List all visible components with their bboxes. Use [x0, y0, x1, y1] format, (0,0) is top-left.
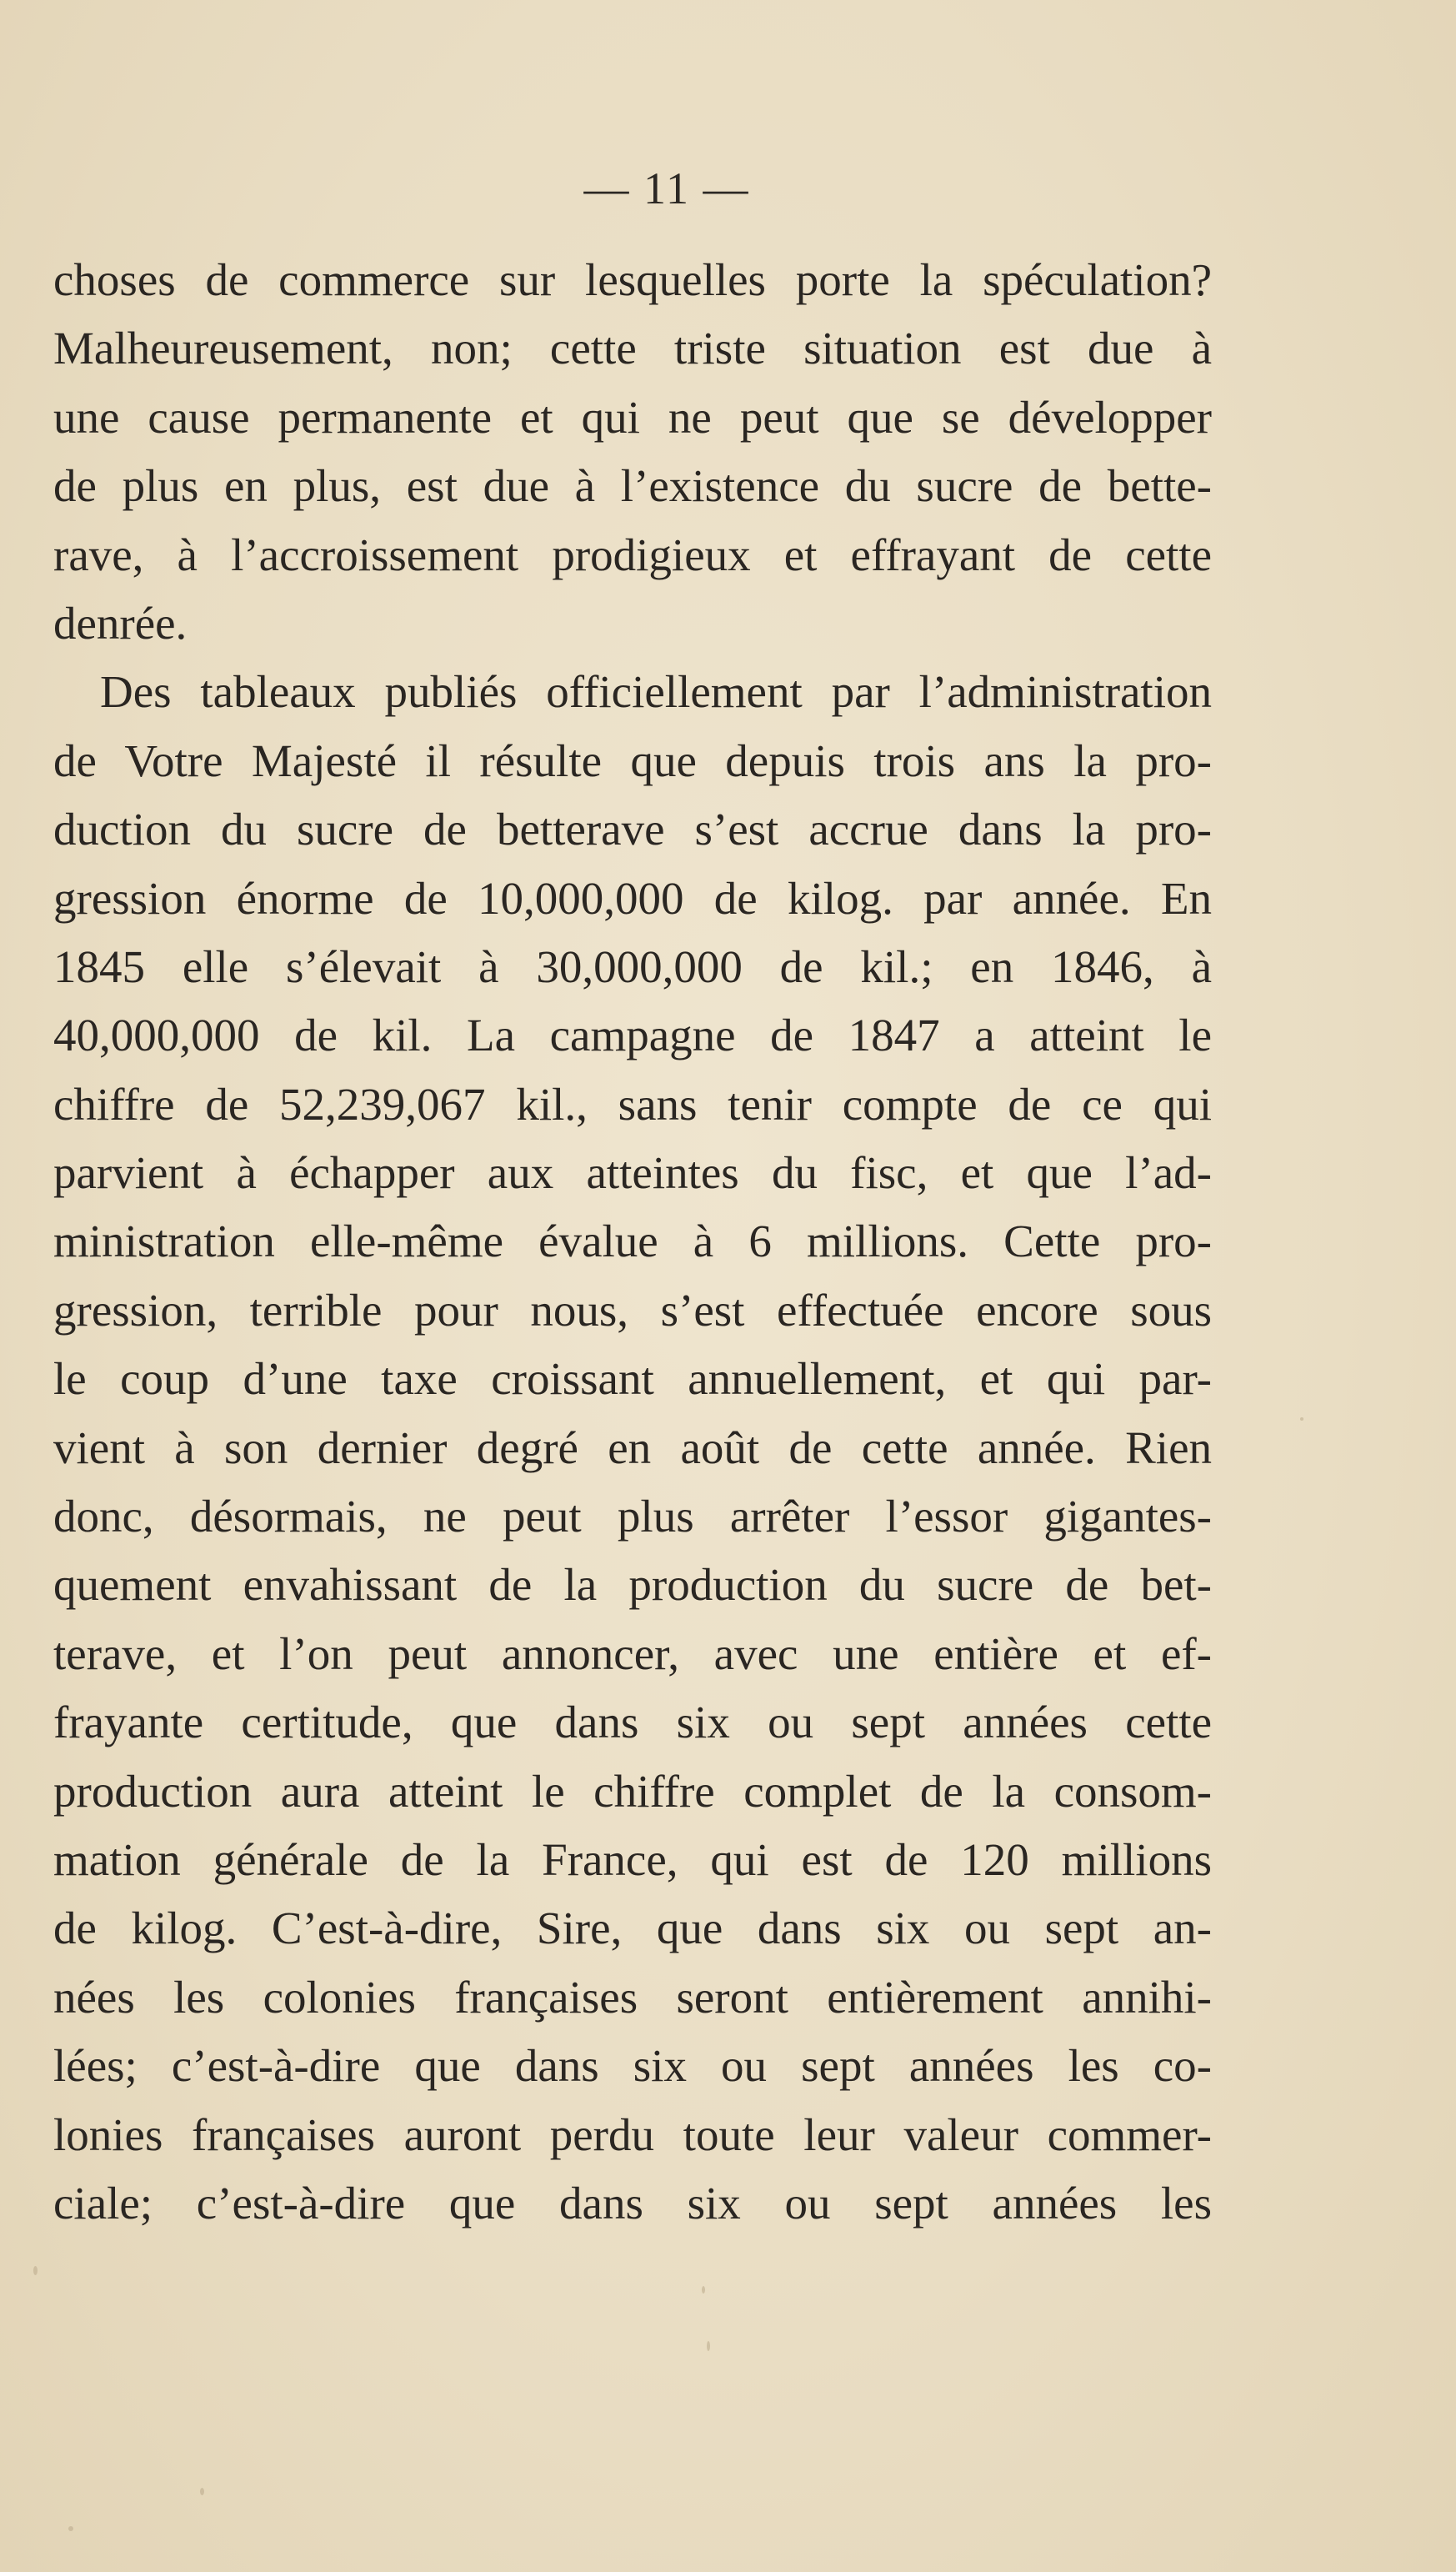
text-line: choses de commerce sur lesquelles porte la spéculation? — [53, 254, 1212, 305]
text-line: ministration elle-même évalue à 6 millions. Cette pro- — [53, 1216, 1212, 1267]
text-line: vient à son dernier degré en août de cette année. Rien — [53, 1421, 1212, 1473]
text-line: 40,000,000 de kil. La campagne de 1847 a atteint le — [53, 1010, 1212, 1061]
text-line: gression, terrible pour nous, s’est effectuée encore sous — [53, 1284, 1212, 1336]
text-line: denrée. — [53, 597, 188, 649]
page-number: — 11 — — [583, 163, 750, 213]
paragraph — [53, 658, 1212, 2238]
paper-blemish — [707, 2341, 710, 2351]
paper-blemish — [200, 2488, 204, 2495]
body-text — [53, 246, 1212, 2238]
text-line: lonies françaises auront perdu toute leur valeur commer- — [53, 2108, 1212, 2160]
text-line: parvient à échapper aux atteintes du fisc, et que l’ad- — [53, 1147, 1212, 1199]
paper-blemish — [68, 2526, 73, 2531]
text-line: gression énorme de 10,000,000 de kilog. par année. En — [53, 872, 1212, 924]
paragraph — [53, 246, 1212, 658]
text-line: chiffre de 52,239,067 kil., sans tenir compte de ce qui — [53, 1078, 1212, 1130]
text-line: production aura atteint le chiffre complet de la consom- — [53, 1765, 1212, 1817]
text-line: de Votre Majesté il résulte que depuis trois ans la pro- — [53, 734, 1212, 786]
text-line: terave, et l’on peut annoncer, avec une entière et ef- — [53, 1627, 1212, 1679]
text-line: duction du sucre de betterave s’est accrue dans la pro- — [53, 804, 1212, 855]
text-line: le coup d’une taxe croissant annuellement, et qui par- — [53, 1353, 1212, 1405]
paper-blemish — [33, 2266, 38, 2275]
text-line: donc, désormais, ne peut plus arrêter l’essor gigantes- — [53, 1491, 1212, 1542]
paper-blemish — [1300, 1417, 1303, 1421]
text-line: Des tableaux publiés officiellement par l’administration — [100, 666, 1212, 718]
text-line: quement envahissant de la production du sucre de bet- — [53, 1559, 1212, 1611]
text-line: frayante certitude, que dans six ou sept années cette — [53, 1697, 1212, 1748]
text-line: de plus en plus, est due à l’existence du sucre de bette- — [53, 460, 1212, 512]
text-line: mation générale de la France, qui est de 120 millions — [53, 1833, 1212, 1885]
text-line: ciale; c’est-à-dire que dans six ou sept années les — [53, 2177, 1212, 2229]
text-line: Malheureusement, non; cette triste situation est due à — [53, 323, 1212, 374]
text-line: 1845 elle s’élevait à 30,000,000 de kil.; en 1846, à — [53, 940, 1212, 992]
text-line: nées les colonies françaises seront entièrement annihi- — [53, 1971, 1212, 2023]
text-line: lées; c’est-à-dire que dans six ou sept années les co- — [53, 2040, 1212, 2092]
text-line: une cause permanente et qui ne peut que se développer — [53, 391, 1212, 443]
text-line: rave, à l’accroissement prodigieux et effrayant de cette — [53, 529, 1212, 580]
paper-blemish — [702, 2286, 705, 2294]
text-line: de kilog. C’est-à-dire, Sire, que dans six ou sept an- — [53, 1903, 1212, 1954]
